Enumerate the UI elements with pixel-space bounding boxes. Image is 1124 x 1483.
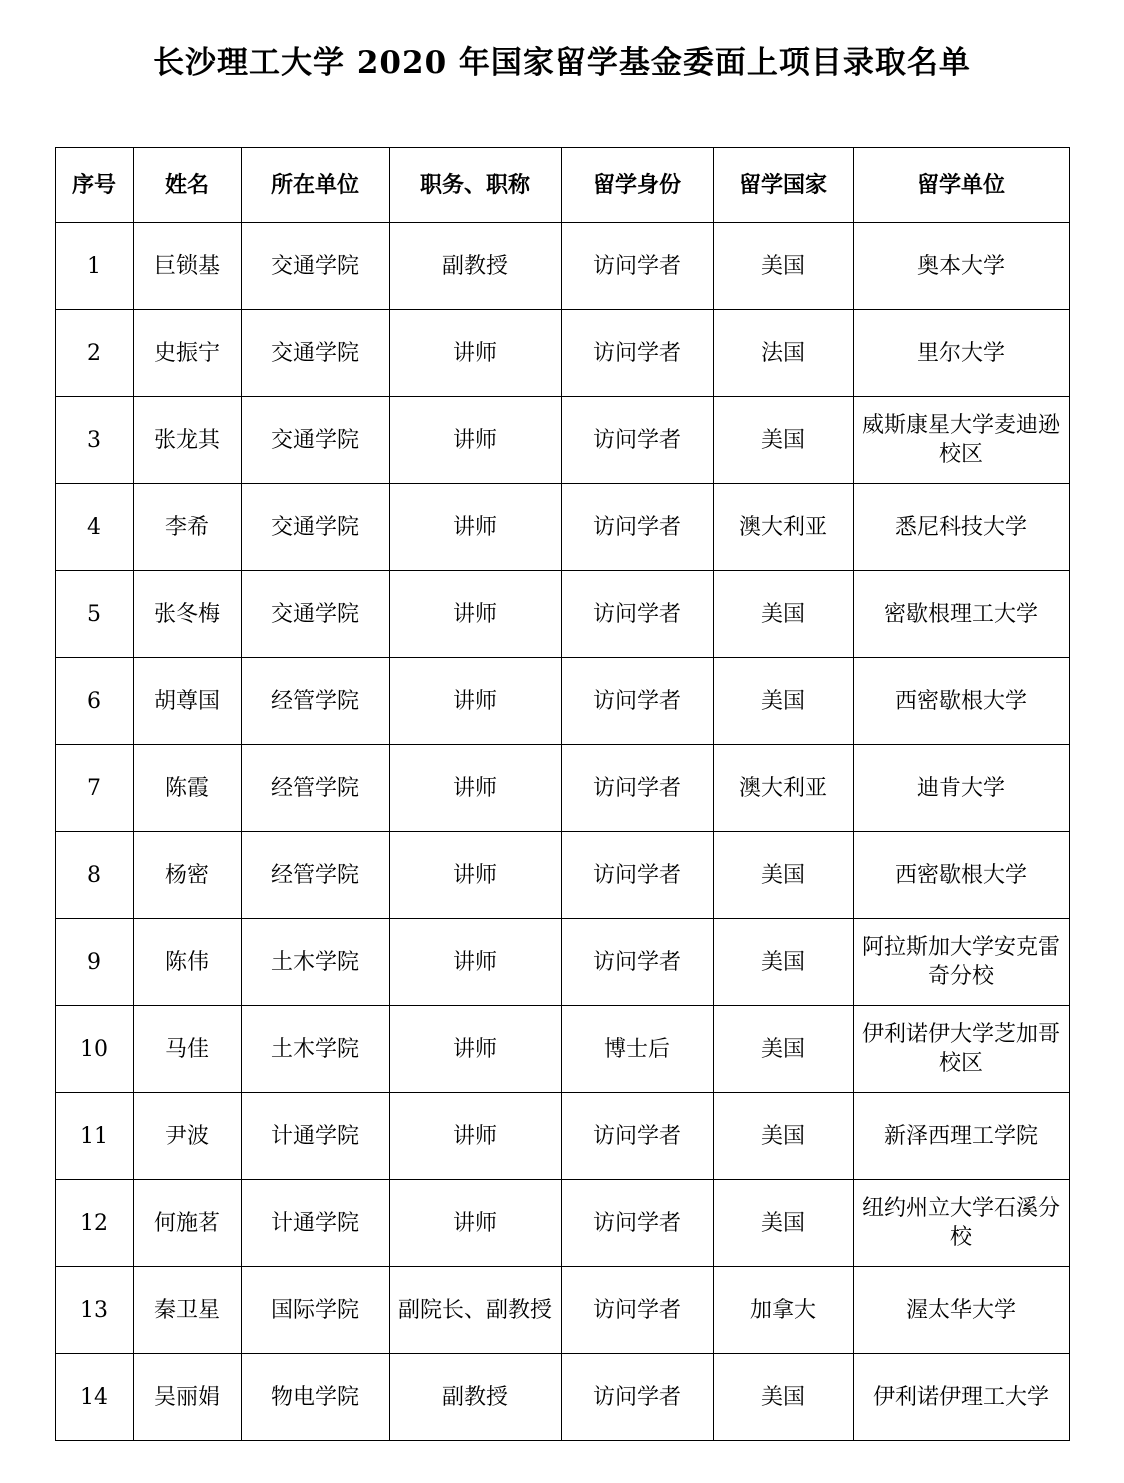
cell-title: 副教授: [389, 1354, 561, 1441]
roster-table-container: [38, 147, 1086, 1441]
cell-index: 10: [55, 1006, 133, 1093]
cell-index: 7: [55, 745, 133, 832]
column-header-status: 留学身份: [561, 148, 713, 223]
cell-index: 1: [55, 223, 133, 310]
cell-name: 胡尊国: [133, 658, 241, 745]
cell-name: 史振宁: [133, 310, 241, 397]
cell-title: 讲师: [389, 310, 561, 397]
table-row: [55, 1354, 1069, 1441]
column-header-country: 留学国家: [713, 148, 853, 223]
cell-status: 访问学者: [561, 1093, 713, 1180]
cell-country: 美国: [713, 223, 853, 310]
table-row: [55, 1267, 1069, 1354]
cell-status: 访问学者: [561, 1180, 713, 1267]
cell-index: 4: [55, 484, 133, 571]
table-row: [55, 484, 1069, 571]
cell-dest: 西密歇根大学: [853, 832, 1069, 919]
cell-unit: 经管学院: [241, 745, 389, 832]
table-row: [55, 571, 1069, 658]
cell-name: 马佳: [133, 1006, 241, 1093]
cell-unit: 国际学院: [241, 1267, 389, 1354]
cell-title: 讲师: [389, 1006, 561, 1093]
cell-status: 访问学者: [561, 310, 713, 397]
column-header-index: 序号: [55, 148, 133, 223]
cell-unit: 交通学院: [241, 484, 389, 571]
column-header-unit: 所在单位: [241, 148, 389, 223]
cell-name: 张冬梅: [133, 571, 241, 658]
cell-title: 讲师: [389, 397, 561, 484]
cell-index: 13: [55, 1267, 133, 1354]
cell-unit: 交通学院: [241, 571, 389, 658]
cell-dest: 伊利诺伊大学芝加哥校区: [853, 1006, 1069, 1093]
cell-title: 讲师: [389, 745, 561, 832]
cell-title: 讲师: [389, 1093, 561, 1180]
column-header-dest: 留学单位: [853, 148, 1069, 223]
page-title: 长沙理工大学 2020 年国家留学基金委面上项目录取名单: [153, 45, 971, 81]
cell-dest: 威斯康星大学麦迪逊校区: [853, 397, 1069, 484]
cell-title: 副教授: [389, 223, 561, 310]
cell-country: 澳大利亚: [713, 745, 853, 832]
cell-title: 讲师: [389, 919, 561, 1006]
cell-name: 陈霞: [133, 745, 241, 832]
table-row: [55, 310, 1069, 397]
cell-dest: 新泽西理工学院: [853, 1093, 1069, 1180]
table-row: [55, 1093, 1069, 1180]
cell-name: 李希: [133, 484, 241, 571]
cell-name: 尹波: [133, 1093, 241, 1180]
cell-name: 巨锁基: [133, 223, 241, 310]
table-header-row: [55, 148, 1069, 223]
cell-unit: 计通学院: [241, 1180, 389, 1267]
column-header-name: 姓名: [133, 148, 241, 223]
cell-dest: 密歇根理工大学: [853, 571, 1069, 658]
cell-country: 美国: [713, 658, 853, 745]
table-row: [55, 223, 1069, 310]
table-row: [55, 919, 1069, 1006]
table-row: [55, 397, 1069, 484]
cell-unit: 交通学院: [241, 223, 389, 310]
cell-country: 加拿大: [713, 1267, 853, 1354]
cell-dest: 伊利诺伊理工大学: [853, 1354, 1069, 1441]
cell-country: 美国: [713, 832, 853, 919]
cell-status: 访问学者: [561, 397, 713, 484]
cell-country: 美国: [713, 1180, 853, 1267]
cell-status: 访问学者: [561, 1354, 713, 1441]
cell-index: 14: [55, 1354, 133, 1441]
cell-dest: 阿拉斯加大学安克雷奇分校: [853, 919, 1069, 1006]
cell-country: 美国: [713, 1354, 853, 1441]
cell-country: 美国: [713, 397, 853, 484]
cell-status: 访问学者: [561, 832, 713, 919]
cell-index: 9: [55, 919, 133, 1006]
cell-name: 吴丽娟: [133, 1354, 241, 1441]
cell-country: 美国: [713, 1006, 853, 1093]
cell-status: 博士后: [561, 1006, 713, 1093]
table-row: [55, 832, 1069, 919]
cell-country: 澳大利亚: [713, 484, 853, 571]
cell-title: 讲师: [389, 1180, 561, 1267]
cell-status: 访问学者: [561, 1267, 713, 1354]
table-row: [55, 745, 1069, 832]
cell-title: 讲师: [389, 832, 561, 919]
cell-index: 2: [55, 310, 133, 397]
cell-dest: 渥太华大学: [853, 1267, 1069, 1354]
cell-dest: 悉尼科技大学: [853, 484, 1069, 571]
cell-name: 秦卫星: [133, 1267, 241, 1354]
cell-name: 杨密: [133, 832, 241, 919]
cell-dest: 奥本大学: [853, 223, 1069, 310]
cell-title: 讲师: [389, 571, 561, 658]
cell-status: 访问学者: [561, 919, 713, 1006]
cell-status: 访问学者: [561, 745, 713, 832]
cell-title: 讲师: [389, 658, 561, 745]
cell-status: 访问学者: [561, 484, 713, 571]
cell-unit: 交通学院: [241, 310, 389, 397]
cell-dest: 纽约州立大学石溪分校: [853, 1180, 1069, 1267]
table-row: [55, 1006, 1069, 1093]
cell-index: 5: [55, 571, 133, 658]
cell-unit: 经管学院: [241, 832, 389, 919]
cell-unit: 经管学院: [241, 658, 389, 745]
cell-dest: 迪肯大学: [853, 745, 1069, 832]
cell-country: 美国: [713, 571, 853, 658]
cell-title: 副院长、副教授: [389, 1267, 561, 1354]
cell-name: 何施茗: [133, 1180, 241, 1267]
cell-unit: 土木学院: [241, 919, 389, 1006]
cell-status: 访问学者: [561, 658, 713, 745]
cell-unit: 物电学院: [241, 1354, 389, 1441]
cell-unit: 交通学院: [241, 397, 389, 484]
cell-index: 12: [55, 1180, 133, 1267]
cell-index: 11: [55, 1093, 133, 1180]
cell-unit: 计通学院: [241, 1093, 389, 1180]
cell-status: 访问学者: [561, 571, 713, 658]
cell-index: 6: [55, 658, 133, 745]
cell-title: 讲师: [389, 484, 561, 571]
cell-index: 8: [55, 832, 133, 919]
table-row: [55, 658, 1069, 745]
cell-index: 3: [55, 397, 133, 484]
cell-name: 陈伟: [133, 919, 241, 1006]
cell-unit: 土木学院: [241, 1006, 389, 1093]
table-row: [55, 1180, 1069, 1267]
cell-dest: 里尔大学: [853, 310, 1069, 397]
cell-name: 张龙其: [133, 397, 241, 484]
cell-country: 美国: [713, 919, 853, 1006]
cell-country: 美国: [713, 1093, 853, 1180]
cell-country: 法国: [713, 310, 853, 397]
column-header-title: 职务、职称: [389, 148, 561, 223]
cell-dest: 西密歇根大学: [853, 658, 1069, 745]
roster-table-body: [55, 223, 1069, 1441]
cell-status: 访问学者: [561, 223, 713, 310]
roster-table: [55, 147, 1070, 1441]
